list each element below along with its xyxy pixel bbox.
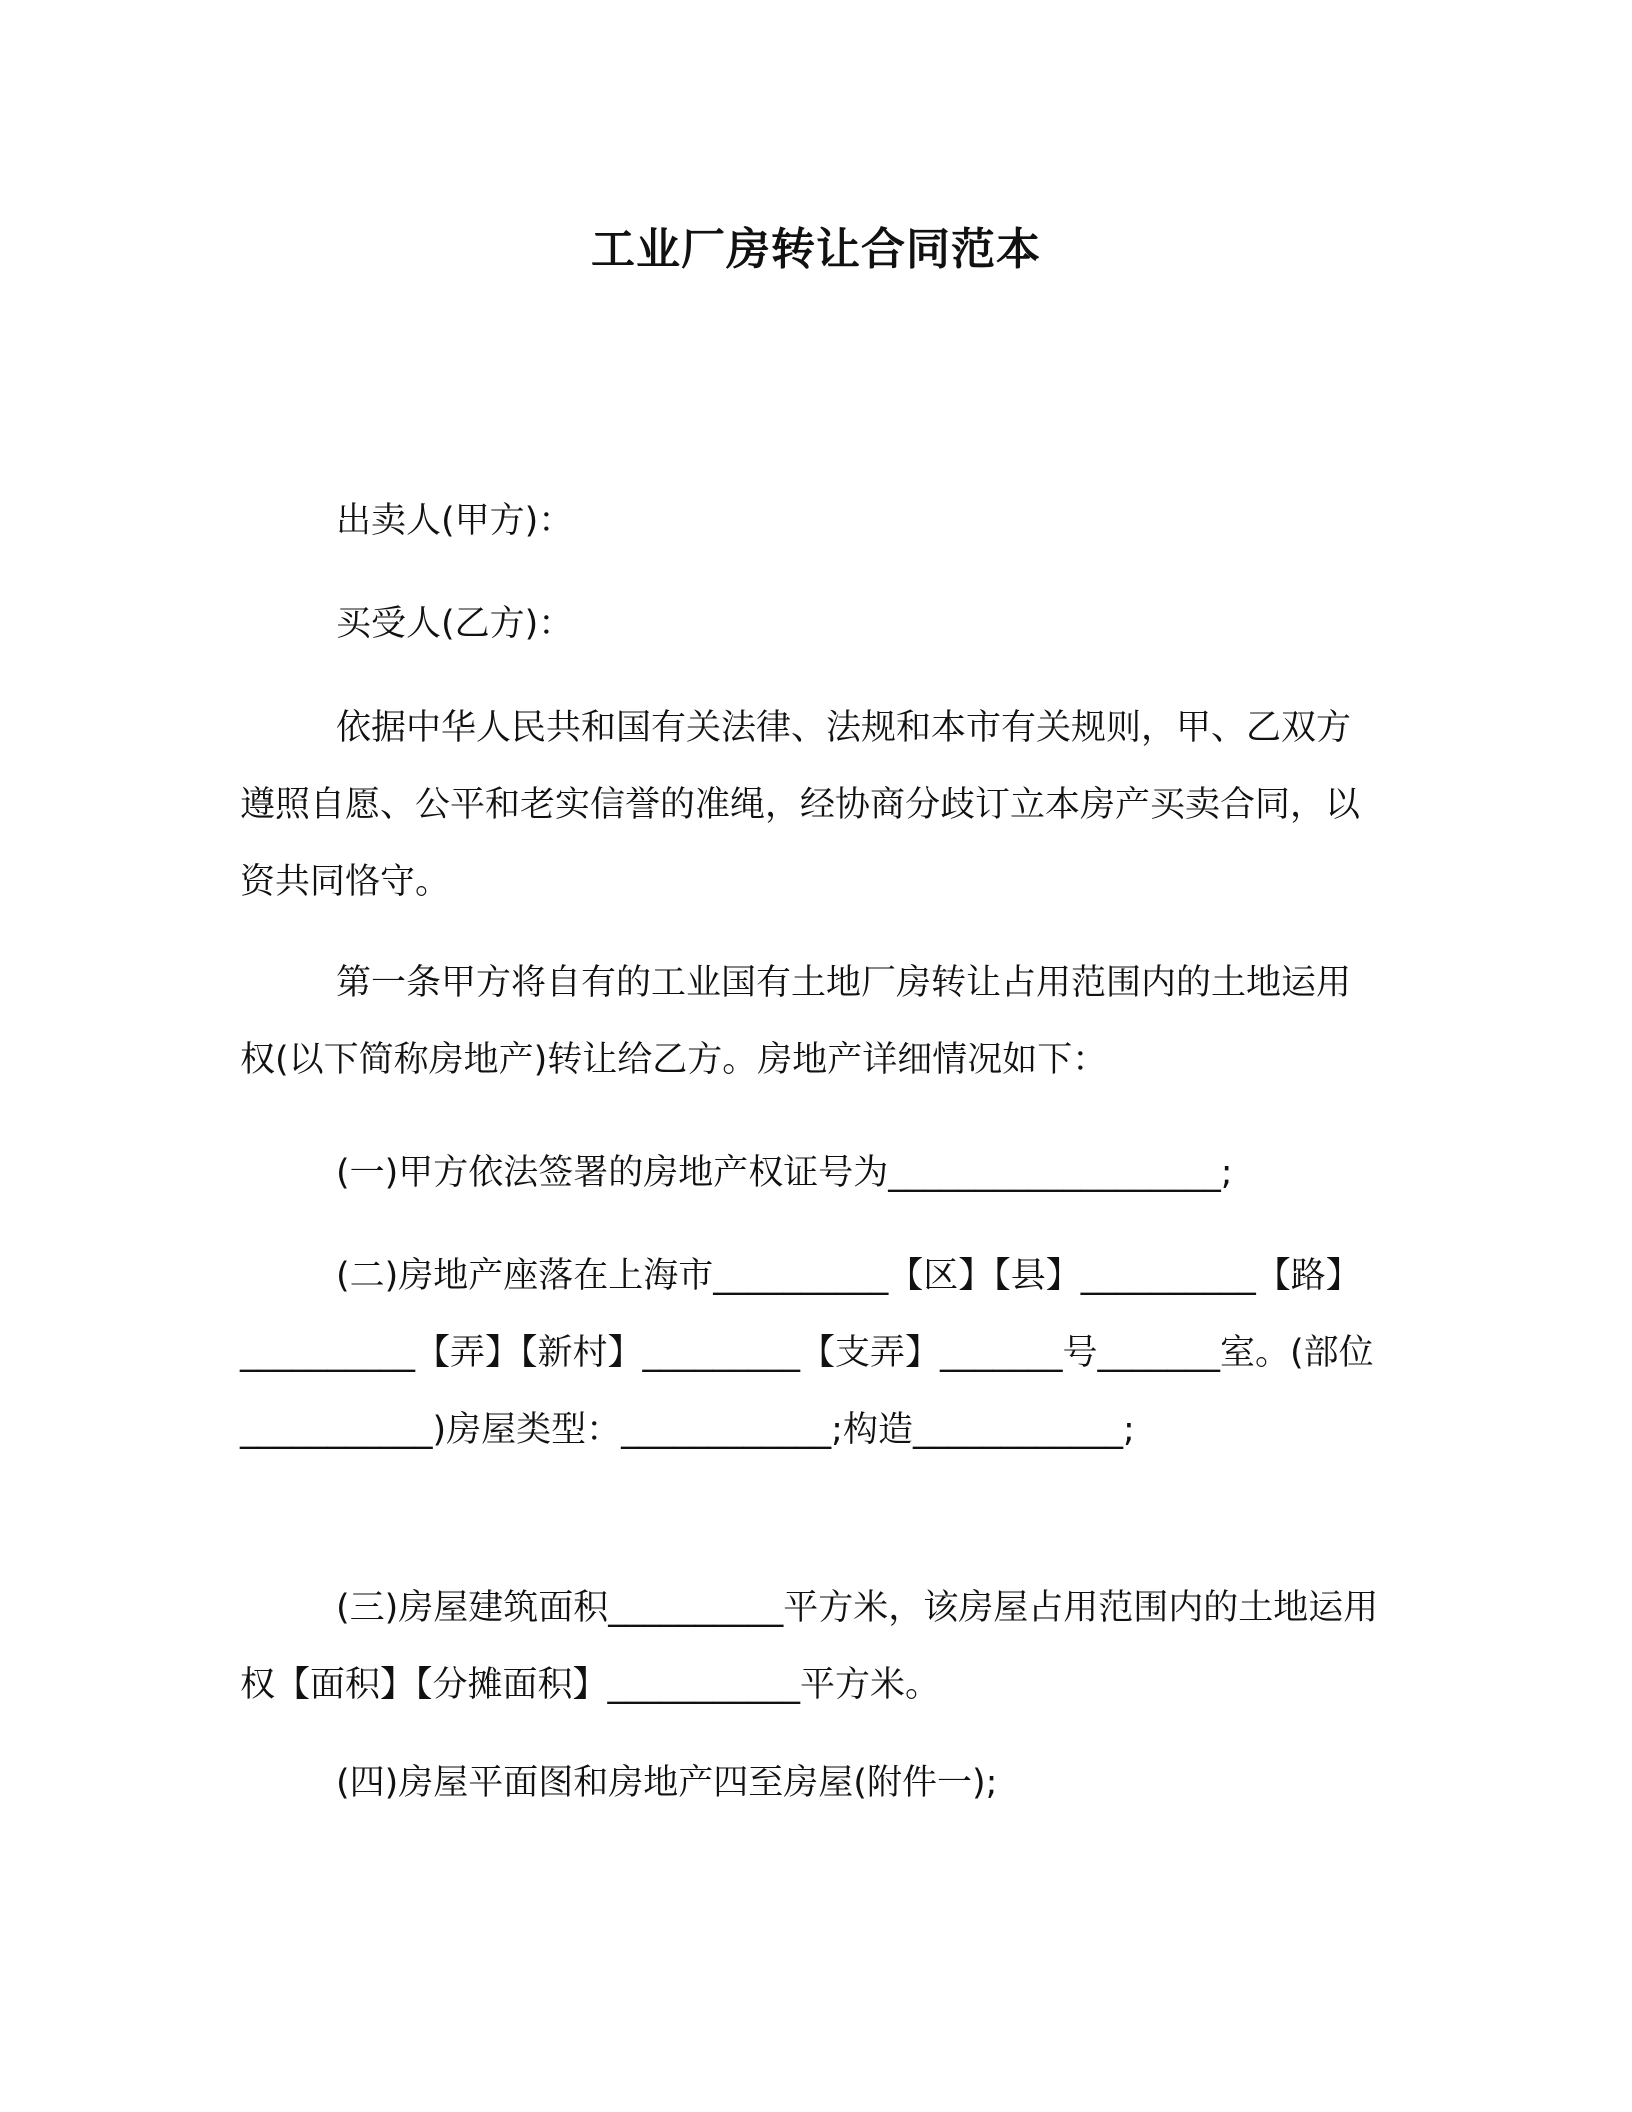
item-4-paragraph: (四)房屋平面图和房地产四至房屋(附件一); — [336, 1763, 998, 1803]
document-title: 工业厂房转让合同范本 — [591, 224, 1041, 275]
intro-paragraph: 依据中华人民共和国有关法律、法规和本市有关规则，甲、乙双方遵照自愿、公平和老实信誉的准绳，经协商分歧订立本房产买卖合同，以资共同恪守。 — [240, 708, 1361, 902]
article-1-paragraph: 第一条甲方将自有的工业国有土地厂房转让占用范围内的土地运用权(以下简称房地产)转让给乙方。房地产详细情况如下： — [240, 963, 1352, 1080]
seller-label: 出卖人(甲方)： — [336, 501, 574, 541]
item-1-paragraph: (一)甲方依法签署的房地产权证号为___________________; — [336, 1153, 1233, 1193]
item-2-paragraph: (二)房地产座落在上海市__________【区】【县】__________【路】__________【弄】【新村】_________【支弄】_______号_______室。(部位___________)房屋类型：____________;构造____________; — [240, 1256, 1374, 1450]
buyer-label: 买受人(乙方)： — [336, 604, 574, 644]
item-3-paragraph: (三)房屋建筑面积__________平方米，该房屋占用范围内的土地运用权【面积】【分摊面积】___________平方米。 — [240, 1588, 1379, 1705]
